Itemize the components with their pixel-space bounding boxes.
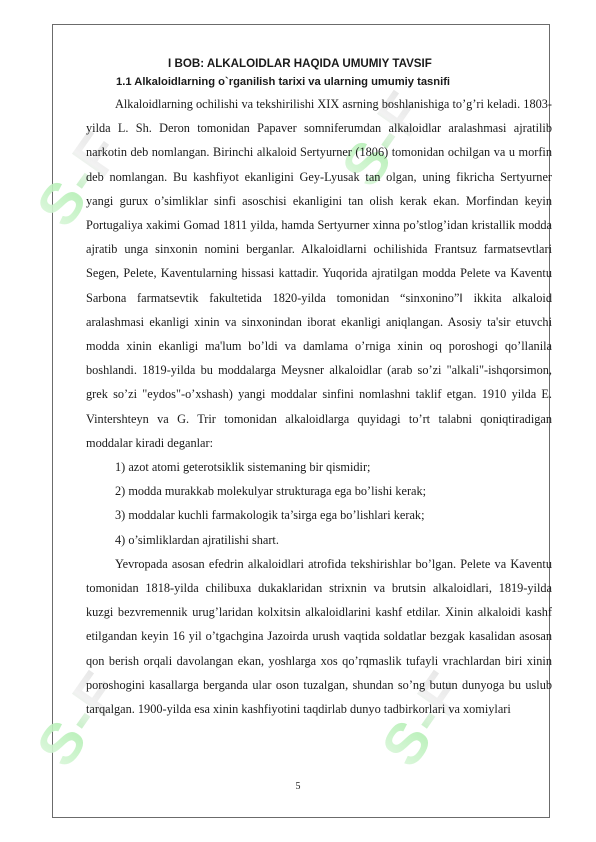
- list-item: 3) moddalar kuchli farmakologik ta’sirga ega bo’lishlari kerak;: [115, 508, 425, 523]
- watermark: S-F: [369, 659, 480, 779]
- chapter-title: I BOB: ALKALOIDLAR HAQIDA UMUMIY TAVSIF: [168, 57, 432, 70]
- document-body: [86, 56, 552, 721]
- watermark: S-F: [329, 79, 440, 199]
- watermark: S-F: [24, 659, 135, 779]
- list-item: 4) o’simliklardan ajratilishi shart.: [115, 532, 279, 547]
- section-title: 1.1 Alkaloidlarning o`rganilish tarixi va ularning umumiy tasnifi: [116, 76, 451, 88]
- paragraph: Alkaloidlarning ochilishi va tekshirilishi XIX asrning boshlanishiga to’g’ri keladi. 1803-yilda L. Sh. Deron tomonidan Papaver somniferumdan alkaloidlar aralashmasi ajratilib narkotin deb nomlangan. Birinchi alkaloid Sertyurner (1806) tomonidan ochilgan va u morfin deb nomlangan. Bu kashfiyot ekanligini Gey-Lyusak tan olgan, uning fikricha Sertyurner yangi gurux o’simliklar sinfi asoschisi ekanligini tan olish kerak ekan. Morfindan keyin Portugaliya xakimi Gomad 1811 yilda, hamda Sertyurner xinna po’stlog’idan kristallik modda ajratib unga sinxonin nomini berganlar. Alkaloidlarni ochilishida Frantsuz farmatsevtlari Segen, Pelete, Kaventularning hissasi kattadir. Yuqorida ajratilgan modda Pelete va Kaventu Sarbona farmatsevtik fakultetida 1820-yilda tomonidan “sinxonino”‖ ikkita alkaloid aralashmasi ekanligi xinin va sinxonindan iborat ekanligi aniqlangan. Asosiy ta'sir etuvchi modda xinin ekanligi ma'lum bo’ldi va damlama o’rniga xinin oq poroshogi qo’llanila boshlandi. 1819-yilda bu moddalarga Meysner alkaloidlar (arab so’zi "alkali"-ishqorsimon, grek so’zi "eydos"-o’xshash) yangi moddalar sinfini nomlashni taklif etgan. 1910 yilda E. Vintershteyn va G. Trir tomonidan alkaloidlarga quyidagi to’rt talabni qoniqtiradigan moddalar kiradi deganlar:: [86, 97, 552, 450]
- page-number: 5: [295, 781, 301, 792]
- list-item: 2) modda murakkab molekulyar strukturaga ega bo’lishi kerak;: [115, 484, 427, 499]
- watermark: S-F: [24, 119, 135, 239]
- paragraph: Yevropada asosan efedrin alkaloidlari atrofida tekshirishlar bo’lgan. Pelete va Kaventu tomonidan 1818-yilda chilibuxa dukaklaridan strixnin va brutsin alkaloidlari, 1819-yilda kuzgi bezvremennik urug’laridan kolxitsin alkaloidlarini kashf etdilar. Xinin alkaloidi kashf etilgandan keyin 16 yil o’tgachgina Jazoirda urush vaqtida soldatlar bezgak kasalidan asosan qon berish orqali davolangan ekan, yoshlarga xos qo’rqmaslik tufayli vrachlardan biri xinin poroshogini kasallarga berganda ular oson tuzalgan, shundan so’ng butun dunyoga bu uslub tarqalgan. 1900-yilda esa xinin kashfiyotini taqdirlab dunyo tadbirkorlari va xomiylari: [86, 556, 552, 717]
- list-item: 1) azot atomi geterotsiklik sistemaning bir qismidir;: [115, 460, 371, 475]
